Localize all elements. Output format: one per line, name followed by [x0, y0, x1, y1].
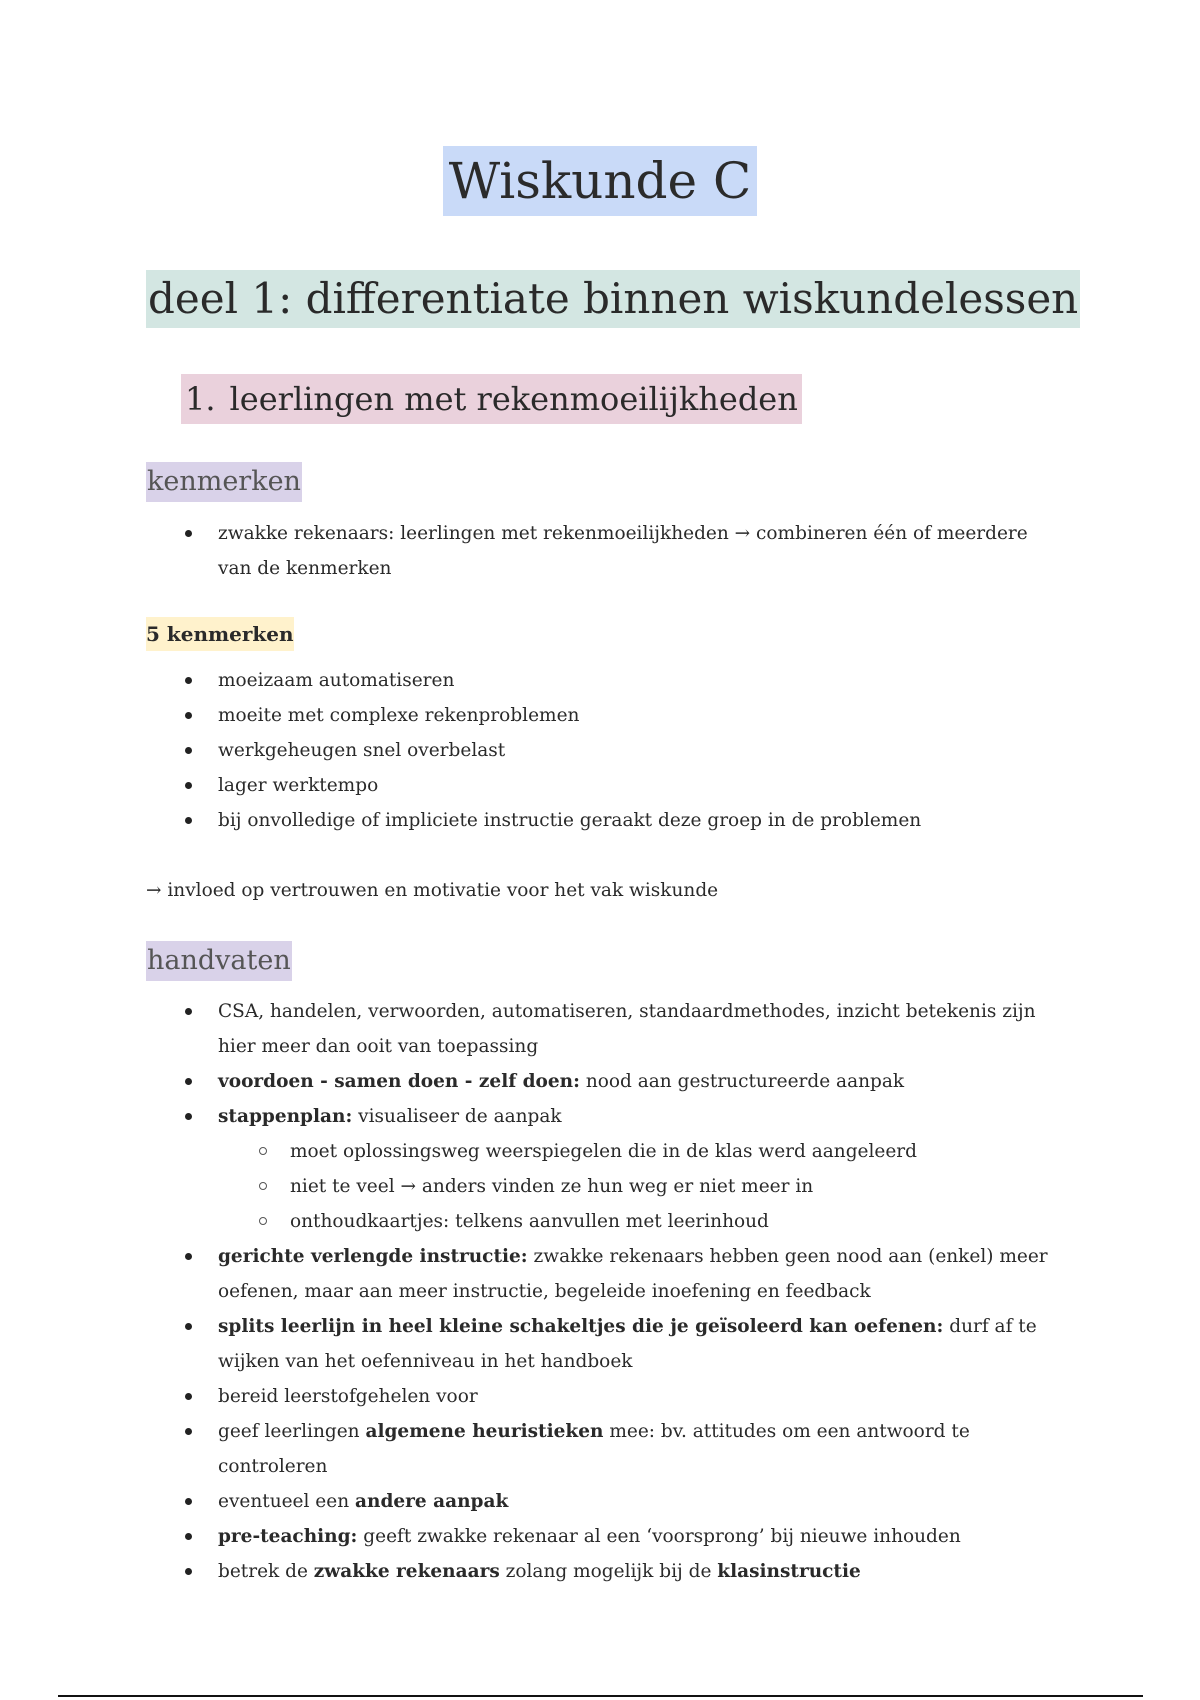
list-item: moeite met complexe rekenproblemen: [0, 698, 1058, 733]
list-item: [0, 1239, 1058, 1309]
section-label: leerlingen met rekenmoeilijkheden: [229, 380, 798, 418]
list-item: [0, 1519, 1058, 1554]
sub-list-item: [0, 1134, 1058, 1169]
list-item: [0, 1309, 1058, 1379]
item-text: bereid leerstofgehelen voor: [218, 1386, 478, 1407]
item-emphasis: andere aanpak: [355, 1491, 509, 1512]
item-text: nood aan gestructureerde aanpak: [579, 1071, 905, 1092]
item-text: onthoudkaartjes: telkens aanvullen met leerinhoud: [290, 1211, 769, 1232]
item-text: zolang mogelijk bij de: [499, 1561, 718, 1582]
kenmerken-list: [0, 516, 1200, 586]
list-item: zwakke rekenaars: leerlingen met rekenmoeilijkheden → combineren één of meerdere van de kenmerken: [0, 516, 1058, 586]
list-item: moeizaam automatiseren: [0, 663, 1058, 698]
sub-list-item: [0, 1169, 1058, 1204]
item-emphasis: splits leerlijn in heel kleine schakeltjes die je geïsoleerd kan oefenen:: [218, 1316, 944, 1337]
note-text: → invloed op vertrouwen en motivatie voor het vak wiskunde: [146, 880, 719, 901]
vijf-kenmerken-list: [0, 663, 1200, 838]
part-heading: deel 1: differentiate binnen wiskundelessen: [146, 270, 1080, 328]
item-text: eventueel een: [218, 1491, 355, 1512]
list-item: [0, 994, 1058, 1064]
list-item: [0, 1554, 1058, 1589]
kenmerken-heading: kenmerken: [146, 462, 302, 502]
list-item: werkgeheugen snel overbelast: [0, 733, 1058, 768]
item-text: geef leerlingen: [218, 1421, 366, 1442]
item-text: mee: bv. attitudes om een antwoord te controleren: [218, 1421, 970, 1477]
vijf-kenmerken-heading: 5 kenmerken: [146, 617, 294, 651]
section-heading: [181, 374, 802, 424]
item-text: durf af te wijken van het oefenniveau in het handboek: [218, 1316, 1037, 1372]
list-item: [0, 1484, 1058, 1519]
item-text: CSA, handelen, verwoorden, automatiseren, standaardmethodes, inzicht betekenis zijn hier meer dan ooit van toepassing: [218, 1001, 1036, 1057]
list-item: lager werktempo: [0, 768, 1058, 803]
item-emphasis: voordoen - samen doen - zelf doen:: [218, 1071, 580, 1092]
item-text: visualiseer de aanpak: [352, 1106, 562, 1127]
item-emphasis: pre-teaching:: [218, 1526, 358, 1547]
document-title: Wiskunde C: [443, 146, 758, 216]
item-text: betrek de: [218, 1561, 314, 1582]
list-item: [0, 1064, 1058, 1099]
item-emphasis: gerichte verlengde instructie:: [218, 1246, 528, 1267]
sub-list-item: [0, 1204, 1058, 1239]
item-text: niet te veel → anders vinden ze hun weg er niet meer in: [290, 1176, 814, 1197]
item-emphasis: algemene heuristieken: [365, 1421, 604, 1442]
list-item: bij onvolledige of impliciete instructie geraakt deze groep in de problemen: [0, 803, 1058, 838]
handvaten-heading: handvaten: [146, 941, 292, 981]
item-text: moet oplossingsweg weerspiegelen die in de klas werd aangeleerd: [290, 1141, 917, 1162]
handvaten-list: [0, 994, 1200, 1589]
item-text: zwakke rekenaars hebben geen nood aan (enkel) meer oefenen, maar aan meer instructie, begeleide inoefening en feedback: [218, 1246, 1048, 1302]
list-item: [0, 1414, 1058, 1484]
item-text: geeft zwakke rekenaar al een ‘voorsprong’ bij nieuwe inhouden: [357, 1526, 961, 1547]
list-item: [0, 1099, 1058, 1134]
section-number: 1.: [185, 380, 216, 418]
item-emphasis: klasinstructie: [717, 1561, 861, 1582]
list-item: [0, 1379, 1058, 1414]
item-emphasis: stappenplan:: [218, 1106, 353, 1127]
item-emphasis: zwakke rekenaars: [313, 1561, 500, 1582]
footer-rule: [58, 1695, 1143, 1697]
